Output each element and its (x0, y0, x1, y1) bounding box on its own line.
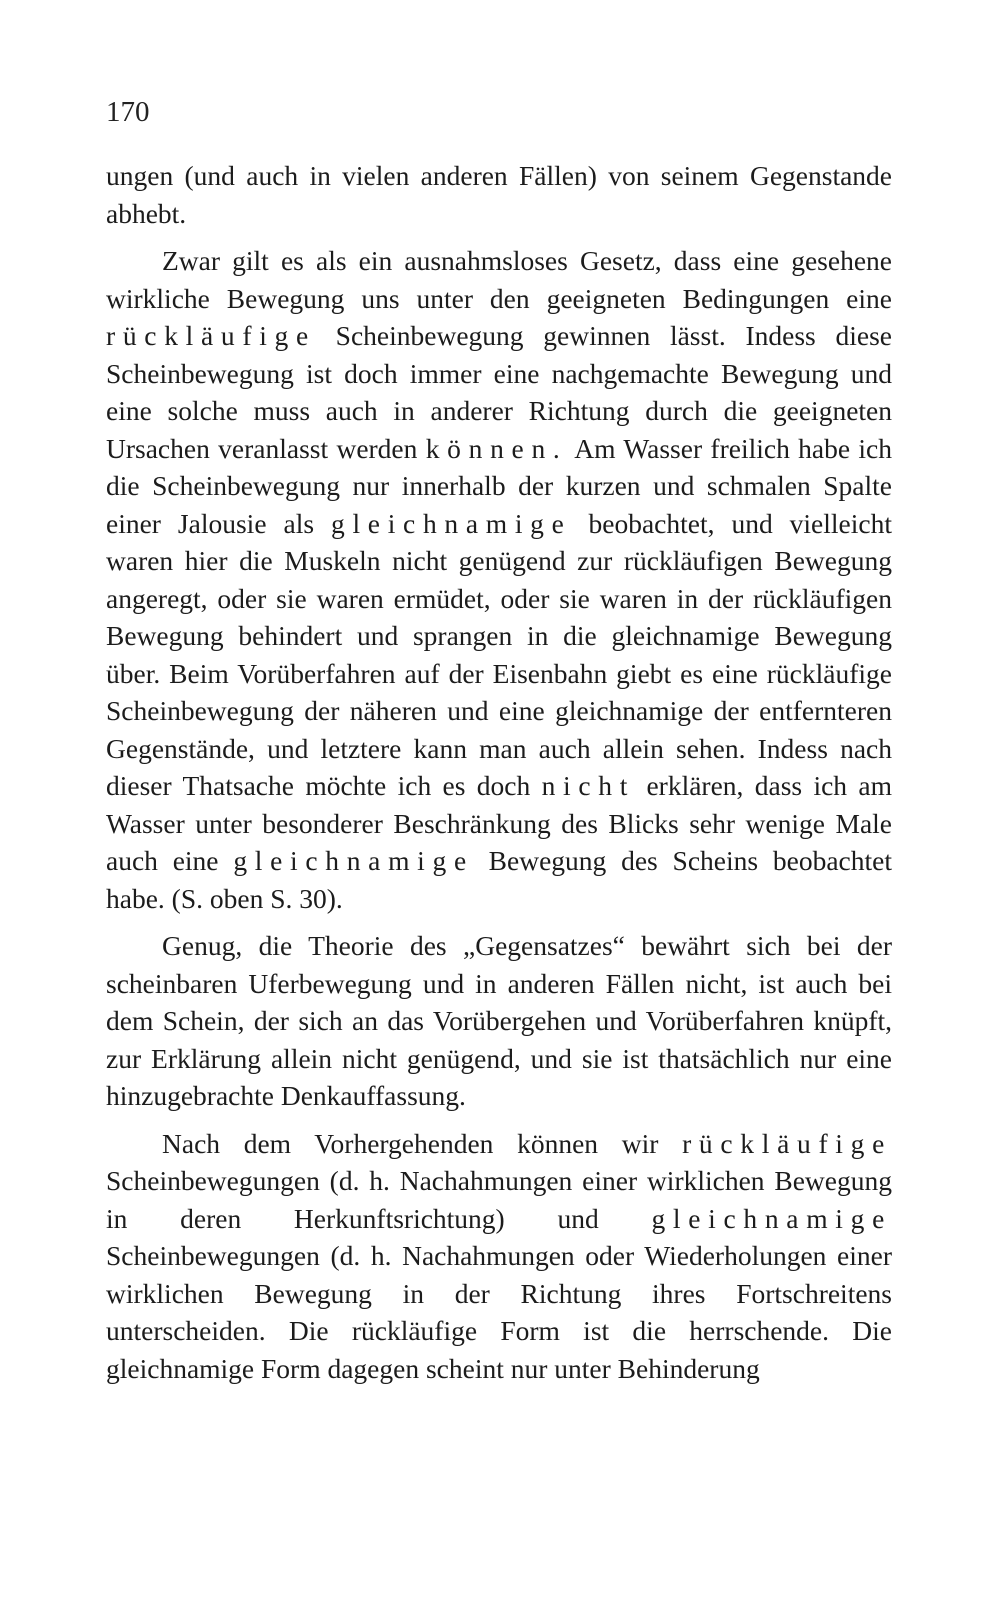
emphasized-word: rückläufige (682, 1127, 892, 1159)
text-run: Nach dem Vorhergehenden können wir (162, 1127, 683, 1159)
text-run: beobachtet, und vielleicht waren hier die Muskeln nicht genügend zur rückläufigen Bewegung angeregt, oder sie waren ermüdet, oder sie waren in der rückläufigen Bewegung behindert und sprangen in die gleichnamige Bewegung über. Beim Vorüberfahren auf der Eisenbahn giebt es eine rückläufige Scheinbewegung der näheren und eine gleichnamige der entfernteren Gegenstände, und letztere kann man auch allein sehen. Indess nach dieser Thatsache möchte ich es doch (106, 507, 892, 801)
body-text (106, 157, 892, 1397)
text-run: Scheinbewegungen (d. h. Nachahmungen oder Wiederholungen einer wirklichen Bewegung in der Richtung ihres Fortschreitens unterscheiden. Die rückläufige Form ist die herrschende. Die gleichnamige Form dagegen scheint nur unter Behinderung (106, 1240, 892, 1384)
page-number: 170 (106, 96, 150, 128)
emphasized-word: nicht (541, 770, 636, 801)
paragraph (106, 157, 892, 232)
text-run: Scheinbewegung gewinnen lässt. Indess diese Scheinbewegung ist doch immer eine nachgemachte Bewegung und eine solche muss auch in anderer Richtung durch die geeigneten Ursachen veranlasst werden (106, 320, 892, 464)
text-run: Genug, die Theorie des „Gegensatzes“ bewährt sich bei der scheinbaren Uferbewegung und in anderen Fällen nicht, ist auch bei dem Schein, der sich an das Vorübergehen und Vorüberfahren knüpft, zur Erklärung allein nicht genügend, und sie ist thatsächlich nur eine hinzugebrachte Denkauffassung. (106, 930, 892, 1111)
emphasized-word: gleichnamige (233, 845, 474, 876)
text-run: Scheinbewegungen (d. h. Nachahmungen einer wirklichen Bewegung in deren Herkunftsrichtung) und (106, 1165, 892, 1234)
paragraph (106, 242, 892, 917)
emphasized-word: gleichnamige (651, 1202, 892, 1234)
text-run: Bewegung des Scheins beobachtet habe. (S. oben S. 30). (106, 845, 892, 914)
text-run: erklären, dass ich am Wasser unter besonderer Beschränkung des Blicks sehr wenige Male auch eine (106, 770, 892, 876)
text-run: Zwar gilt es als ein ausnahmsloses Gesetz, dass eine gesehene wirkliche Bewegung uns unter den geeigneten Bedingungen eine (106, 245, 892, 314)
text-run: Am Wasser freilich habe ich die Scheinbewegung nur innerhalb der kurzen und schmalen Spalte einer Jalousie als (106, 432, 892, 539)
paragraph (106, 927, 892, 1115)
text-run: ungen (und auch in vielen anderen Fällen) von seinem Gegenstande abhebt. (106, 160, 892, 229)
emphasized-word: rückläufige (106, 320, 316, 351)
emphasized-word: gleichnamige (331, 507, 572, 539)
emphasized-word: können. (425, 432, 568, 464)
paragraph (106, 1125, 892, 1388)
